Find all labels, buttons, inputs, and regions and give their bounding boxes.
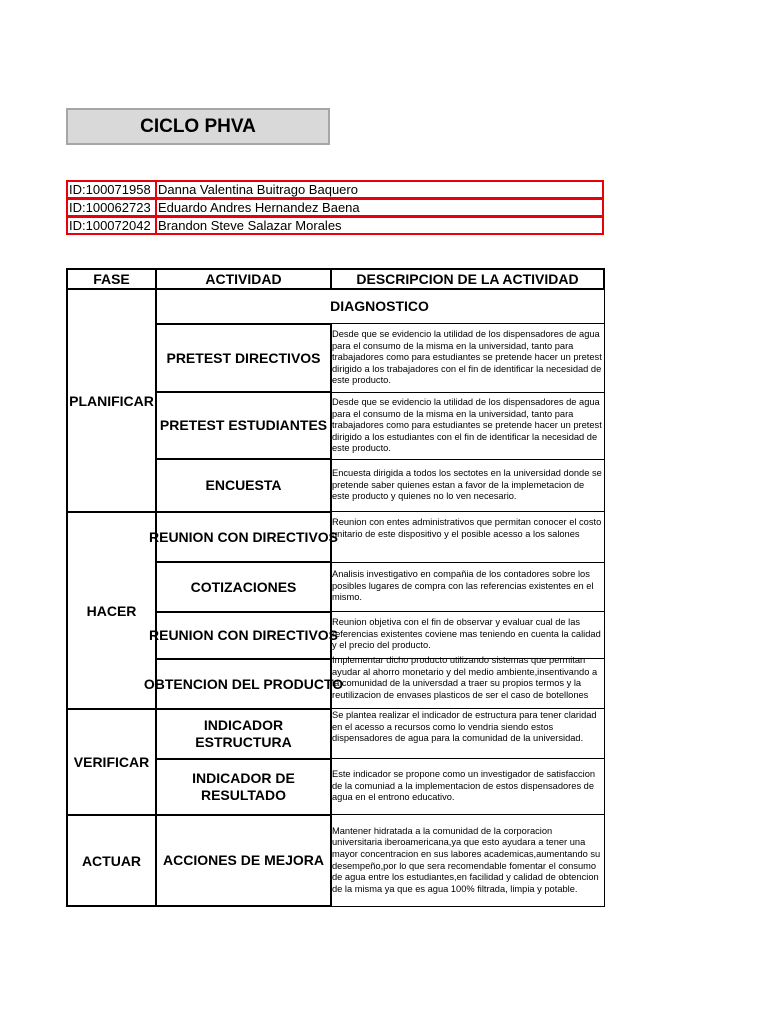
- phase-verificar: VERIFICAR: [66, 708, 157, 816]
- activity-cotizaciones: COTIZACIONES: [155, 561, 332, 613]
- member-id: ID:100062723: [68, 200, 157, 215]
- description-cell: Desde que se evidencio la utilidad de los dispensadores de agua para el consumo de la misma en la universidad, tanto para trabajadores como para estudiantes se pretende hacer un pretest dirigido a los trabajadores con el fin de identificar la necesidad de este producto.: [330, 323, 605, 393]
- phase-actuar: ACTUAR: [66, 814, 157, 907]
- member-row: [66, 198, 604, 217]
- activity-acciones-mejora: ACCIONES DE MEJORA: [155, 814, 332, 907]
- member-name: Danna Valentina Buitrago Baquero: [158, 182, 358, 197]
- activity-obtencion-producto: OBTENCION DEL PRODUCTO: [155, 658, 332, 710]
- member-id: ID:100071958: [68, 182, 157, 197]
- header-actividad: ACTIVIDAD: [155, 268, 332, 290]
- description-cell: Se plantea realizar el indicador de estructura para tener claridad en el acesso a recursos como lo vendria siendo estos dispensadores de agua para la comunidad de la universidad.: [330, 708, 605, 759]
- description-cell: Desde que se evidencio la utilidad de los dispensadores de agua para el consumo de la misma en la universidad, tanto para trabajadores como para estudiantes se pretende hacer un pretest dirigido a los estudiantes con el fin de identificar la necesidad de este producto.: [330, 392, 605, 460]
- description-cell: Reunion con entes administrativos que permitan conocer el costo unitario de este dispositivo y el posible acesso a los salones: [330, 511, 605, 563]
- header-descripcion: DESCRIPCION DE LA ACTIVIDAD: [330, 268, 605, 290]
- phase-hacer: HACER: [66, 511, 157, 710]
- description-text: Implementar dicho producto utilizando sistemas que permitan ayudar al ahorro monetario y del medio ambiente,insentivando a la comunidad de la universdad a traer su propios termos y la reutilizacion de envases plasticos de ser el caso de botellones: [332, 655, 598, 700]
- page-title: CICLO PHVA: [66, 108, 330, 145]
- activity-pretest-directivos: PRETEST DIRECTIVOS: [155, 323, 332, 393]
- diagnostico-label: DIAGNOSTICO: [155, 288, 605, 324]
- member-row: [66, 180, 604, 199]
- activity-indicador-estructura: INDICADOR ESTRUCTURA: [155, 708, 332, 760]
- member-name: Brandon Steve Salazar Morales: [158, 218, 342, 233]
- header-fase: FASE: [66, 268, 157, 290]
- activity-indicador-resultado: INDICADOR DE RESULTADO: [155, 758, 332, 816]
- description-cell: Reunion objetiva con el fin de observar y evaluar cual de las referencias existentes coviene mas teniendo en cuenta la calidad y el precio del producto.: [330, 611, 605, 659]
- member-row: [66, 216, 604, 235]
- description-cell: Mantener hidratada a la comunidad de la corporacion universitaria iberoamericana,ya que esto ayudara a tener una mayor concentracion en sus labores academicas,aumentando su desempeño,por lo que sera recomendable fomentar el consumo de agua entre los estudiantes,en facilidad y calidad de obtencion de la misma ya que es agua 100% filtrada, limpia y potable.: [330, 814, 605, 907]
- description-cell: Analisis investigativo en compañia de los contadores sobre los posibles lugares de compra con las referencias existentes en el mismo.: [330, 562, 605, 612]
- activity-pretest-estudiantes: PRETEST ESTUDIANTES: [155, 391, 332, 460]
- phase-planificar: PLANIFICAR: [66, 288, 157, 513]
- member-name: Eduardo Andres Hernandez Baena: [158, 200, 360, 215]
- member-id: ID:100072042: [68, 218, 157, 233]
- description-cell: Este indicador se propone como un investigador de satisfaccion de la comuniad a la implementacion de estos dispensadores de agua en el entrono educativo.: [330, 758, 605, 815]
- description-cell: [330, 655, 605, 709]
- activity-reunion-directivos-2: REUNION CON DIRECTIVOS: [155, 611, 332, 660]
- activity-reunion-directivos-1: REUNION CON DIRECTIVOS: [155, 511, 332, 563]
- description-cell: Encuesta dirigida a todos los sectotes en la universidad donde se pretende saber quienes estan a favor de la implemetacion de este producto y quienes no lo ven necesario.: [330, 459, 605, 512]
- activity-encuesta: ENCUESTA: [155, 458, 332, 513]
